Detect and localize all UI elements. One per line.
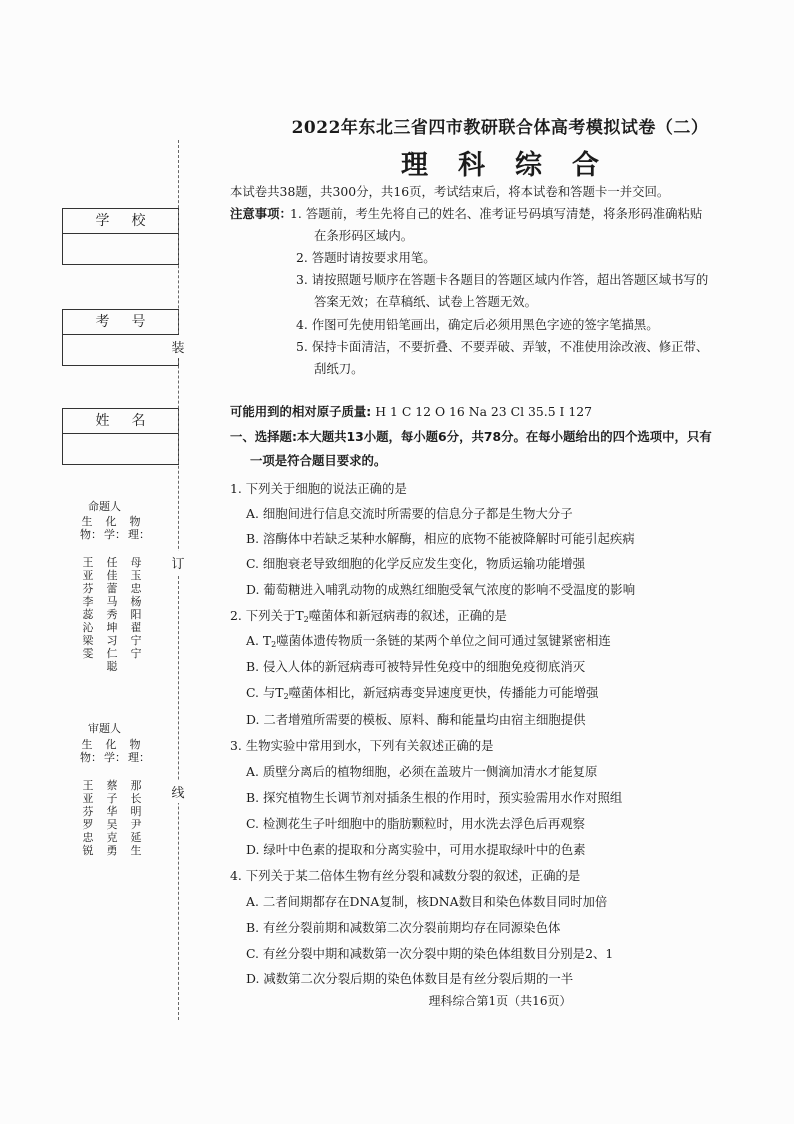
name-blank — [63, 434, 178, 464]
binding-mark: 订 — [168, 551, 188, 574]
author-names-chem: 任佳蕾 马秀坤 习仁聪 — [106, 556, 121, 673]
note-line: 刮纸刀。 — [314, 361, 364, 376]
question-3-stem: 3. 生物实验中常用到水，下列有关叙述正确的是 — [230, 738, 494, 753]
question-4-option-d: D. 减数第二次分裂后期的染色体数目是有丝分裂后期的一半 — [246, 971, 574, 986]
question-3-option-b: B. 探究植物生长调节剂对插条生根的作用时，预实验需用水作对照组 — [246, 790, 623, 805]
page-footer: 理科综合第1页（共16页） — [428, 994, 572, 1008]
atomic-masses — [230, 404, 592, 420]
binding-line — [178, 140, 179, 1020]
question-3-option-c: C. 检测花生子叶细胞中的脂肪颗粒时，用水洗去浮色后再观察 — [246, 816, 586, 831]
question-2-option-c — [246, 685, 598, 705]
question-2-option-b: B. 侵入人体的新冠病毒可被特异性免疫中的细胞免疫彻底消灭 — [246, 659, 586, 674]
school-blank — [63, 234, 178, 264]
question-4-option-b: B. 有丝分裂前期和减数第二次分裂前期均存在同源染色体 — [246, 920, 561, 935]
question-3-option-d: D. 绿叶中色素的提取和分离实验中，可用水提取绿叶中的色素 — [246, 842, 586, 857]
exam-number-blank — [63, 335, 178, 365]
subject-title: 理科综合 — [401, 150, 629, 181]
note-line: 3. 请按照题号顺序在答题卡各题目的答题区域内作答，超出答题区域书写的 — [296, 272, 709, 287]
question-2-option-d: D. 二者增殖所需要的模板、原料、酶和能量均由宿主细胞提供 — [246, 712, 586, 727]
section-heading-line2: 一项是符合题目要求的。 — [250, 453, 387, 468]
section-heading-line1: 一、选择题:本大题共13小题，每小题6分，共78分。在每小题给出的四个选项中，只有 — [230, 429, 712, 444]
reviewer-subject-bio: 生物： — [80, 738, 102, 764]
option-text: A. T — [246, 633, 272, 648]
binding-mark: 线 — [168, 780, 188, 803]
intro-text: 本试卷共38题，共300分，共16页，考试结束后，将本试卷和答题卡一并交回。 — [230, 184, 670, 199]
reviewer-names-chem: 蔡子华 吴克勇 — [106, 779, 121, 857]
atomic-masses-label: 可能用到的相对原子质量: — [230, 404, 372, 419]
note-line: 4. 作图可先使用铅笔画出，确定后必须用黑色字迹的签字笔描黑。 — [296, 317, 659, 332]
option-text: C. 与T — [246, 685, 284, 700]
question-1-option-b: B. 溶酶体中若缺乏某种水解酶，相应的底物不能被降解时可能引起疾病 — [246, 531, 635, 546]
author-subject-phys: 物理： — [128, 515, 150, 541]
note-line: 答案无效；在草稿纸、试卷上答题无效。 — [314, 294, 538, 309]
author-subject-bio: 生物： — [80, 515, 102, 541]
school-box — [62, 208, 179, 265]
subscript: 2 — [271, 640, 277, 649]
reviewer-subject-phys: 物理： — [128, 738, 150, 764]
reviewers-heading: 审题人 — [88, 722, 121, 735]
stem-text: 噬菌体和新冠病毒的叙述，正确的是 — [308, 608, 507, 623]
notes-label: 注意事项： — [230, 206, 292, 221]
subscript: 2 — [303, 615, 309, 624]
reviewer-subject-chem: 化学： — [104, 738, 126, 764]
exam-title: 2022年东北三省四市教研联合体高考模拟试卷（二） — [291, 118, 709, 138]
stem-text: 2. 下列关于T — [230, 608, 304, 623]
note-line: 5. 保持卡面清洁，不要折叠、不要弄破、弄皱，不准使用涂改液、修正带、 — [296, 339, 709, 354]
note-line: 1. 答题前，考生先将自己的姓名、准考证号码填写清楚，将条形码准确粘贴 — [290, 206, 703, 221]
binding-mark: 装 — [168, 335, 188, 358]
note-line: 2. 答题时请按要求用笔。 — [296, 250, 436, 265]
authors-heading: 命题人 — [88, 500, 121, 513]
question-4-option-a: A. 二者间期都存在DNA复制，核DNA数目和染色体数目同时加倍 — [246, 894, 608, 909]
author-names-bio: 王亚芬 李蕊沁 梁 雯 — [82, 556, 97, 660]
author-subject-chem: 化学： — [104, 515, 126, 541]
question-1-option-d: D. 葡萄糖进入哺乳动物的成熟红细胞受氧气浓度的影响不受温度的影响 — [246, 582, 636, 597]
question-4-option-c: C. 有丝分裂中期和减数第一次分裂中期的染色体组数目分别是2、1 — [246, 946, 614, 961]
atomic-masses-values: H 1 C 12 O 16 Na 23 Cl 35.5 I 127 — [375, 404, 593, 419]
question-4-stem: 4. 下列关于某二倍体生物有丝分裂和减数分裂的叙述，正确的是 — [230, 868, 581, 883]
question-2-stem — [230, 608, 507, 628]
question-3-option-a: A. 质壁分离后的植物细胞，必须在盖玻片一侧滴加清水才能复原 — [246, 764, 598, 779]
question-1-option-c: C. 细胞衰老导致细胞的化学反应发生变化，物质运输功能增强 — [246, 556, 586, 571]
exam-number-label: 考号 — [63, 310, 178, 335]
name-label: 姓名 — [63, 409, 178, 434]
question-1-option-a: A. 细胞间进行信息交流时所需要的信息分子都是生物大分子 — [246, 506, 573, 521]
option-text: 噬菌体遗传物质一条链的某两个单位之间可通过氢键紧密相连 — [276, 633, 611, 648]
reviewer-names-bio: 王亚芬 罗忠锐 — [82, 779, 97, 857]
subscript: 2 — [283, 692, 289, 701]
school-label: 学校 — [63, 209, 178, 234]
name-box — [62, 408, 179, 465]
question-1-stem: 1. 下列关于细胞的说法正确的是 — [230, 481, 407, 496]
author-names-phys: 母玉忠 杨 阳 翟宁宁 — [130, 556, 145, 660]
reviewer-names-phys: 那长明 尹延生 — [130, 779, 145, 857]
exam-number-box — [62, 309, 179, 366]
question-2-option-a — [246, 633, 611, 653]
note-line: 在条形码区域内。 — [314, 228, 414, 243]
option-text: 噬菌体相比，新冠病毒变异速度更快，传播能力可能增强 — [288, 685, 599, 700]
